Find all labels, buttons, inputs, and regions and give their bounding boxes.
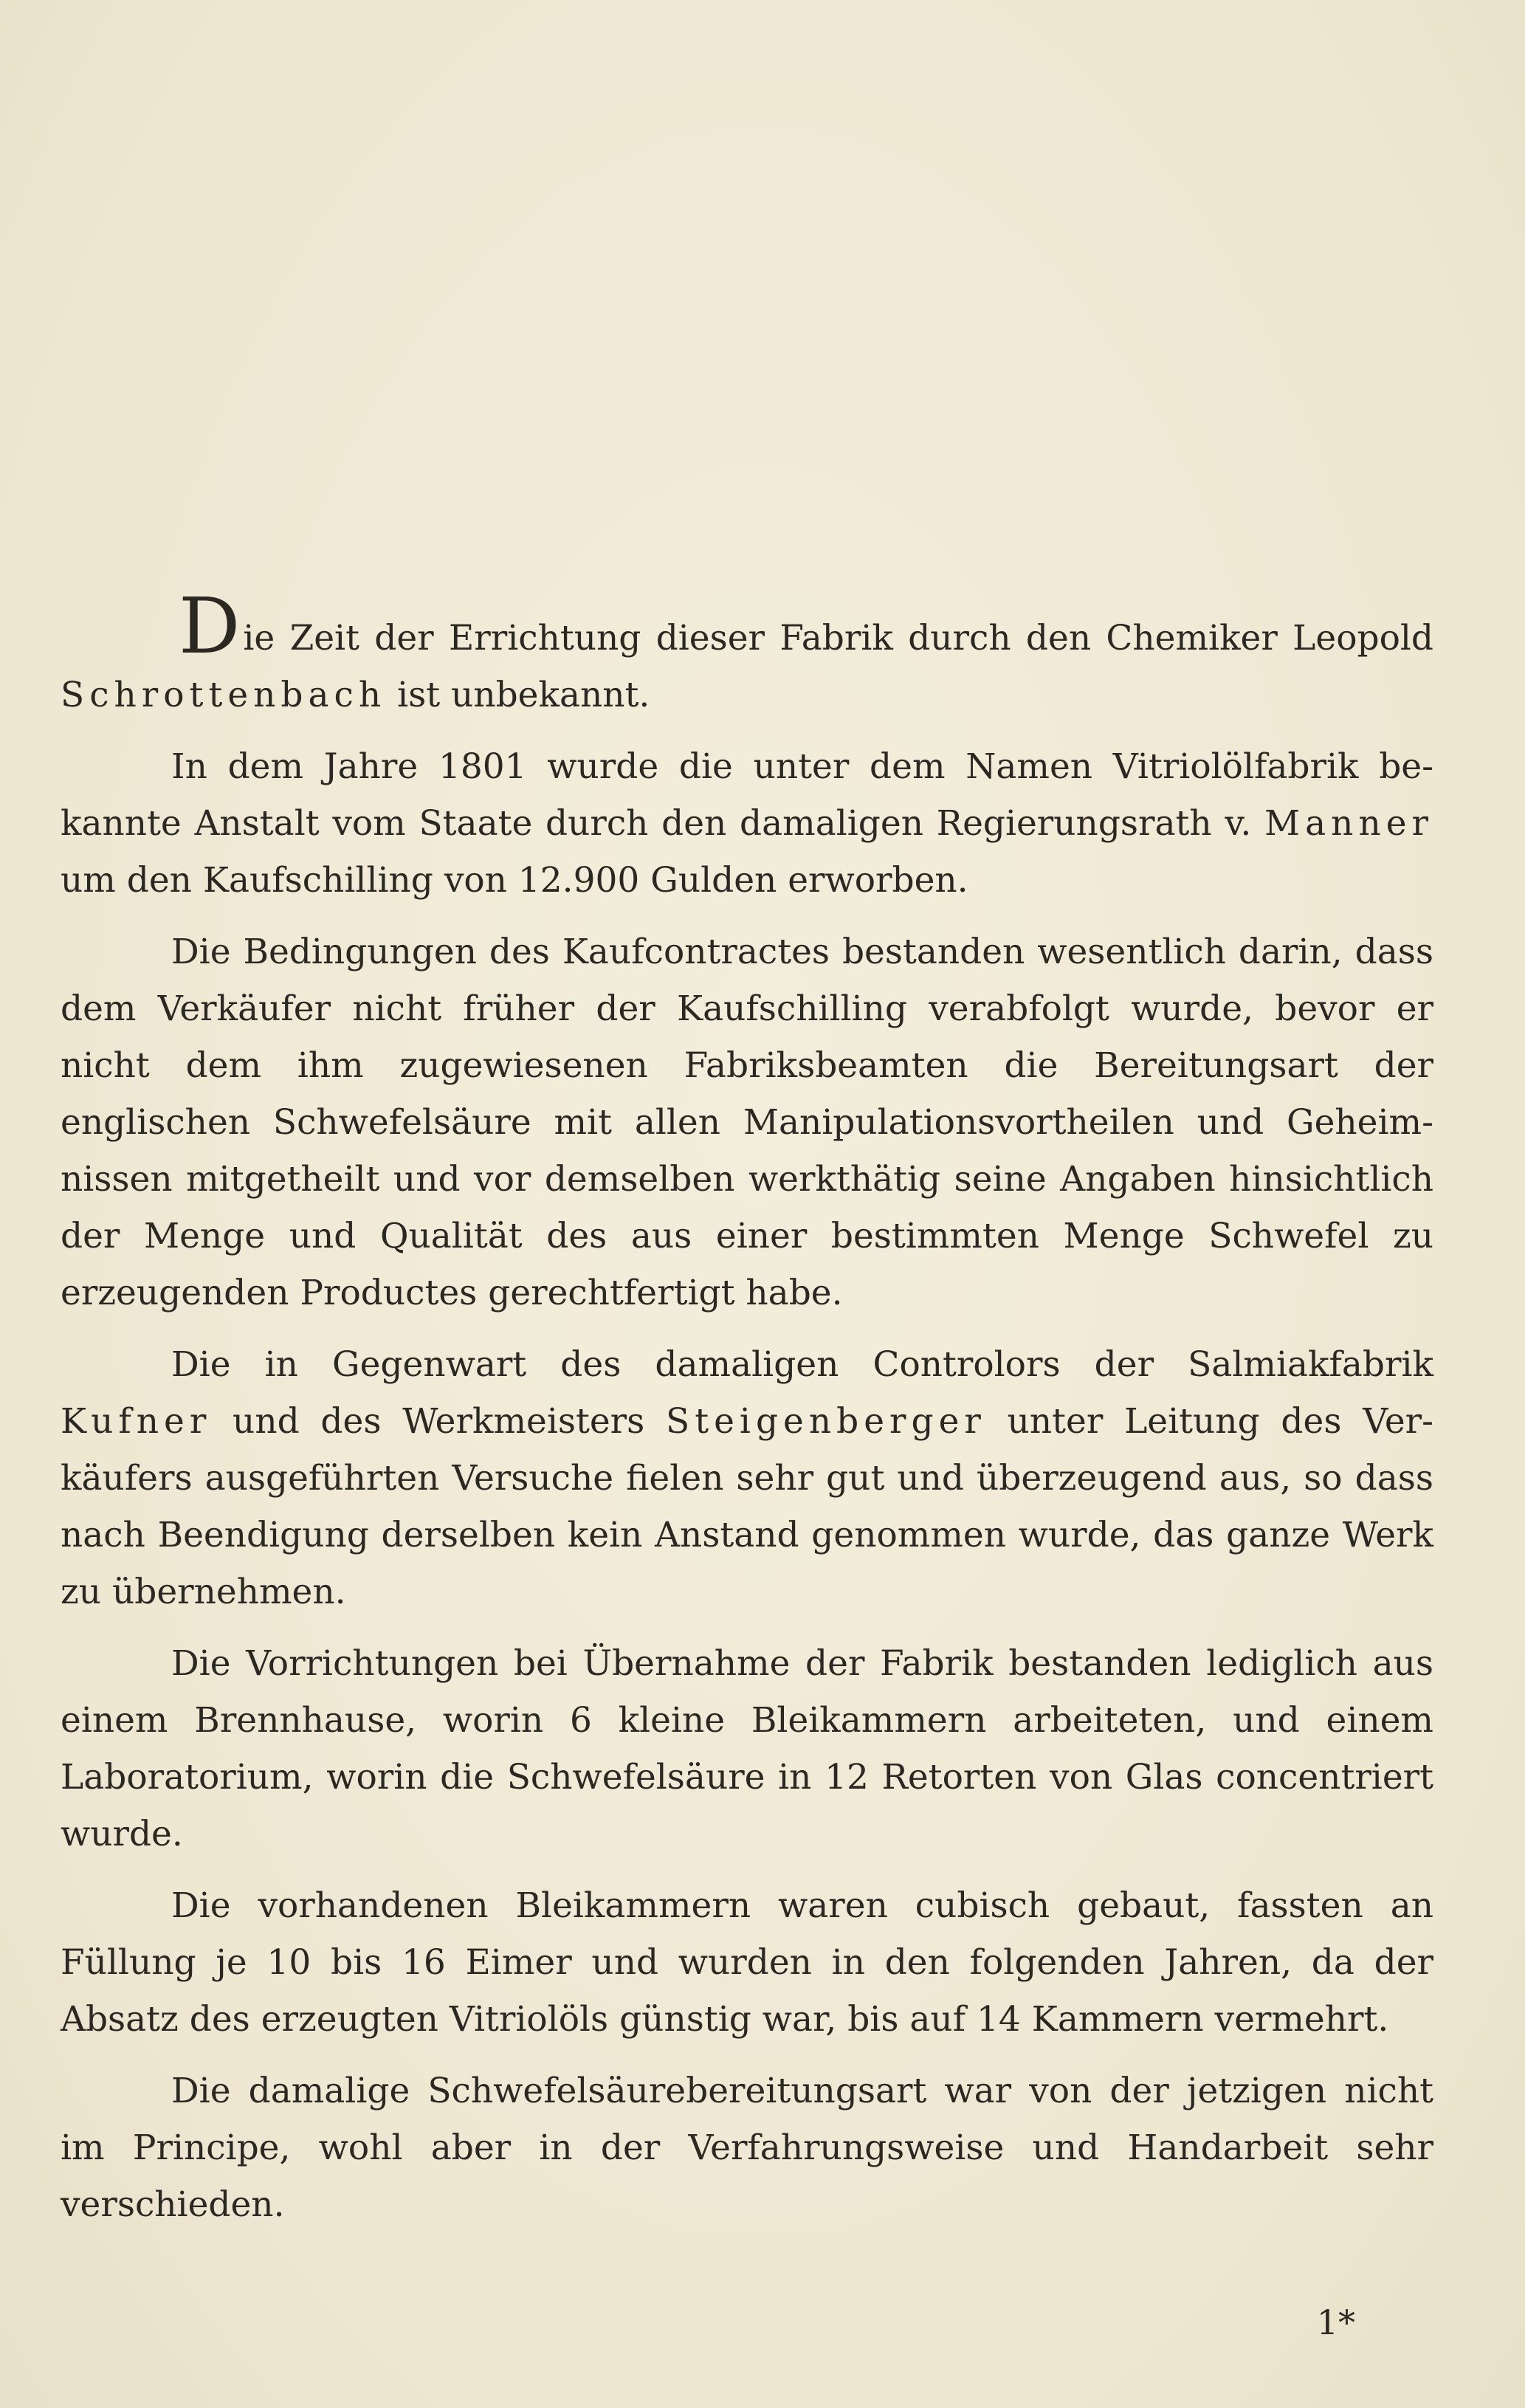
drop-cap: D — [179, 581, 241, 671]
text-segment: Die in Gegenwart des damaligen Controlors der Salmiakfabrik — [171, 1344, 1433, 1385]
text-segment: Die Bedingungen des Kaufcontractes bestanden wesentlich darin, dass dem Verkäufer nicht früher der Kaufschilling verabfolgt wurde, bevor er nicht dem ihm zugewiesenen Fabriksbeamten die Bereitungsart der englischen Schwefelsäure mit allen Manipulationsvortheilen und Geheimnissen mitgetheilt und vor demselben werkthätig seine Angaben hinsichtlich der Menge und Qualität des aus einer bestimmten Menge Schwefel zu erzeugenden Productes gerechtfertigt habe. — [61, 932, 1433, 1313]
paragraph-5 — [61, 1635, 1433, 1862]
paragraph-3 — [61, 923, 1433, 1321]
text-segment: In dem Jahre 1801 wurde die unter dem Namen Vitriolölfabrik bekannte Anstalt vom Staate durch den damaligen Regierungsrath v. — [61, 746, 1433, 844]
text-segment: unter Leitung des Verkäufers ausgeführten Versuche fielen sehr gut und überzeugend aus, so dass nach Beendigung derselben kein Anstand genommen wurde, das ganze Werk zu übernehmen. — [61, 1401, 1433, 1612]
person-name-steigenberger: Steigenberger — [666, 1401, 986, 1442]
person-name-kufner: Kufner — [61, 1401, 212, 1442]
text-segment: Die damalige Schwefelsäurebereitungsart war von der jetzigen nicht im Principe, wohl aber in der Verfahrungsweise und Handarbeit sehr verschieden. — [61, 2071, 1433, 2225]
paragraph-6 — [61, 1877, 1433, 2048]
text-segment: Die Vorrichtungen bei Übernahme der Fabrik bestanden lediglich aus einem Brennhause, worin 6 kleine Bleikammern arbeiteten, und einem Laboratorium, worin die Schwefelsäure in 12 Retorten von Glas concentriert wurde. — [61, 1643, 1433, 1854]
text-segment: Die vorhandenen Bleikammern waren cubisch gebaut, fassten an Füllung je 10 bis 16 Eimer und wurden in den folgenden Jahren, da der Absatz des erzeugten Vitriolöls günstig war, bis auf 14 Kammern vermehrt. — [61, 1885, 1433, 2040]
body-text — [61, 581, 1433, 2248]
text-segment: und des Werkmeisters — [211, 1401, 667, 1442]
page-number: 1* — [1316, 2302, 1355, 2342]
paragraph-2 — [61, 738, 1433, 909]
paragraph-4 — [61, 1336, 1433, 1620]
text-segment: ie Zeit der Errichtung dieser Fabrik durch den Chemiker Leopold — [243, 618, 1433, 658]
paragraph-7 — [61, 2063, 1433, 2233]
text-segment: ist unbekannt. — [386, 675, 650, 715]
person-name-schrottenbach: Schrottenbach — [61, 675, 387, 715]
text-segment: um den Kaufschilling von 12.900 Gulden erworben. — [61, 860, 968, 901]
person-name-manner: Manner — [1264, 803, 1433, 844]
paragraph-1 — [61, 581, 1433, 723]
